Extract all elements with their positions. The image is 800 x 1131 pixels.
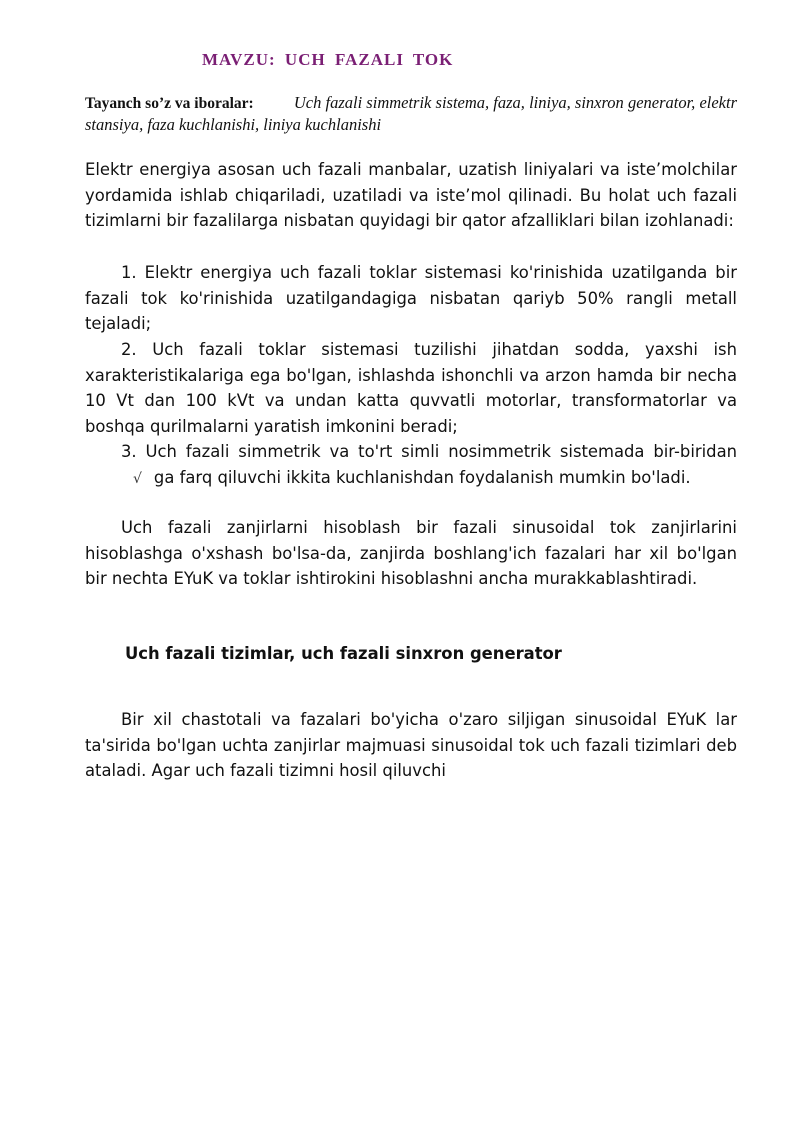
square-root-symbol: √: [133, 470, 142, 487]
keywords-list: Uch fazali simmetrik sistema, faza, liniya, sinxron generator, elektr stansiya, faza kuchlanishi, liniya kuchlanishi: [85, 93, 738, 134]
keywords-paragraph: [85, 92, 737, 135]
definition-paragraph: Bir xil chastotali va fazalari bo'yicha o'zaro siljigan sinusoidal EYuK lar ta'sirida bo'lgan uchta zanjirlar majmuasi sinusoidal tok uch fazali tizimlari deb ataladi. Agar uch fazali tizimni hosil qiluvchi: [85, 710, 737, 781]
item3-text-before: 3. Uch fazali simmetrik va to'rt simli nosimmetrik sistemada bir-biridan: [121, 442, 737, 461]
section-heading: Uch fazali tizimlar, uch fazali sinxron generator: [125, 644, 562, 663]
calculation-paragraph: Uch fazali zanjirlarni hisoblash bir fazali sinusoidal tok zanjirlarini hisoblashga o'xshash bo'lsa-da, zanjirda boshlang'ich fazalari har xil bo'lgan bir nechta EYuK va toklar ishtirokini hisoblashni ancha murakkablashtiradi.: [85, 518, 737, 589]
keywords-label: Tayanch so’z va iboralar:: [85, 95, 254, 112]
advantage-item-1: 1. Elektr energiya uch fazali toklar sistemasi ko'rinishida uzatilganda bir fazali tok ko'rinishida uzatilgandagiga nisbatan qariyb 50% rangli metall tejaladi;: [85, 263, 737, 334]
advantage-item-2: 2. Uch fazali toklar sistemasi tuzilishi jihatdan sodda, yaxshi ish xarakteristikalariga ega bo'lgan, ishlashda ishonchli va arzon hamda bir necha 10 Vt dan 100 kVt va undan katta quvvatli motorlar, transformatorlar va boshqa qurilmalarni yaratish imkonini beradi;: [85, 340, 737, 436]
page-title: MAVZU: UCH FAZALI TOK: [202, 50, 454, 69]
advantage-item-3: [85, 439, 737, 492]
item3-text-after: ga farq qiluvchi ikkita kuchlanishdan foydalanish mumkin bo'ladi.: [153, 467, 691, 487]
intro-paragraph: Elektr energiya asosan uch fazali manbalar, uzatish liniyalari va iste’molchilar yordamida ishlab chiqariladi, uzatiladi va iste’mol qilinadi. Bu holat uch fazali tizimlarni bir fazalilarga nisbatan quyidagi bir qator afzalliklari bilan izohlanadi:: [85, 160, 737, 231]
